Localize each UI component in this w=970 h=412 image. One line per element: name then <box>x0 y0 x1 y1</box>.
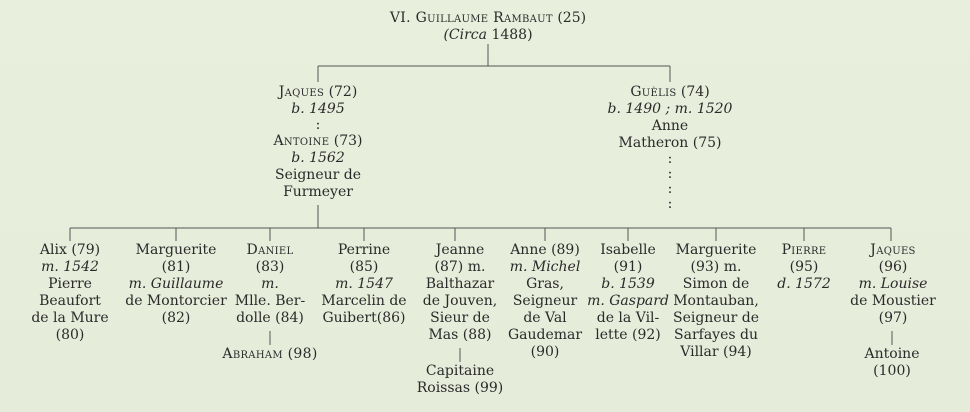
child-line: Jaques <box>870 242 916 258</box>
root-name: VI. Guillaume Rambaut <box>389 10 553 26</box>
child-line: de la Mure <box>31 310 109 326</box>
child-line: Guibert(86) <box>322 310 406 326</box>
lineage-dots: : <box>667 151 673 167</box>
child-line: (93) m. <box>690 259 742 275</box>
child-line: Seigneur <box>512 293 578 309</box>
descendant-line: Abraham (98) <box>222 346 318 362</box>
descendant-capitaine-roissas-99 <box>400 363 520 397</box>
child-line: Marcelin de <box>321 293 407 309</box>
child-line: Daniel <box>246 242 294 258</box>
child-line: Simon de <box>682 276 750 292</box>
child-jeanne-87 <box>410 242 510 344</box>
child-line: de la Vil- <box>596 310 660 326</box>
child-jaques-96 <box>840 242 946 327</box>
person-guelis-74 <box>570 84 770 212</box>
person-title: Furmeyer <box>283 184 353 200</box>
person-name: Guèlis <box>630 84 677 100</box>
descendant-line: Antoine <box>864 346 920 362</box>
lineage-dots: : <box>667 166 673 182</box>
child-pierre-95 <box>764 242 844 293</box>
person-number: (73) <box>333 133 363 149</box>
child-line: m. <box>261 276 279 292</box>
child-line: Isabelle <box>600 242 656 258</box>
spouse-name: Matheron (75) <box>618 135 722 151</box>
root-date-prefix: (Circa <box>443 27 487 43</box>
child-isabelle-91 <box>580 242 676 344</box>
descendant-line: Roissas (99) <box>416 380 504 396</box>
child-line: Mlle. Ber- <box>234 293 306 309</box>
child-line: d. 1572 <box>777 276 831 292</box>
lineage-dots: : <box>667 181 673 197</box>
child-line: m. 1547 <box>335 276 393 292</box>
child-line: (90) <box>530 344 560 360</box>
child-line: (83) <box>255 259 285 275</box>
descendant-abraham-98 <box>210 346 330 363</box>
child-anne-89 <box>500 242 590 361</box>
child-line: m. Louise <box>858 276 928 292</box>
lineage-dots: : <box>667 196 673 212</box>
person-number: (74) <box>680 84 710 100</box>
child-line: (95) <box>789 259 819 275</box>
child-alix-79 <box>20 242 120 344</box>
child-line: Anne (89) <box>510 242 580 258</box>
person-title: Seigneur de <box>274 167 362 183</box>
child-marguerite-81 <box>118 242 234 327</box>
child-line: de Jouven, <box>422 293 498 309</box>
child-line: Pierre <box>781 242 827 258</box>
child-line: Perrine <box>337 242 391 258</box>
child-line: Balthazar <box>425 276 495 292</box>
child-line: de Moustier <box>850 293 936 309</box>
lineage-dots: : <box>315 117 321 133</box>
descendant-line: Capitaine <box>425 363 495 379</box>
child-line: Pierre <box>48 276 92 292</box>
root-number: (25) <box>557 10 587 26</box>
child-line: (85) <box>349 259 379 275</box>
child-perrine-85 <box>316 242 412 327</box>
child-line: Alix (79) <box>39 242 101 258</box>
child-line: Montauban, <box>673 293 759 309</box>
child-line: Marguerite <box>675 242 757 258</box>
child-line: m. Michel <box>509 259 581 275</box>
person-birth: b. 1562 <box>291 150 345 166</box>
child-line: dolle (84) <box>236 310 304 326</box>
child-line: Marguerite <box>135 242 217 258</box>
child-line: m. Guillaume <box>128 276 224 292</box>
child-line: de Montorcier <box>125 293 227 309</box>
person-name: Jaques <box>278 84 325 100</box>
spouse-name: Anne <box>651 118 689 134</box>
child-daniel-83 <box>222 242 318 327</box>
person-jaques-72 <box>218 84 418 201</box>
child-line: Jeanne <box>435 242 485 258</box>
child-line: (82) <box>161 310 191 326</box>
child-line: (96) <box>878 259 908 275</box>
child-line: (81) <box>161 259 191 275</box>
child-line: Sarfayes du <box>674 327 758 343</box>
child-line: Villar (94) <box>680 344 752 360</box>
child-line: Sieur de <box>430 310 490 326</box>
descendant-antoine-100 <box>842 346 942 380</box>
child-line: Gaudemar <box>507 327 583 343</box>
child-line: (91) <box>613 259 643 275</box>
child-line: lette (92) <box>595 327 661 343</box>
child-line: m. Gaspard <box>587 293 669 309</box>
child-line: de Val <box>523 310 567 326</box>
child-line: Beaufort <box>39 293 101 309</box>
person-name: Antoine <box>273 133 330 149</box>
child-line: Gras, <box>526 276 564 292</box>
child-marguerite-93 <box>664 242 768 361</box>
person-marriage: m. 1520 <box>674 101 733 117</box>
child-line: Mas (88) <box>428 327 492 343</box>
root-person <box>330 10 646 44</box>
child-line: (87) m. <box>434 259 486 275</box>
child-line: (97) <box>878 310 908 326</box>
person-birth: b. 1495 <box>291 101 345 117</box>
root-date-year: 1488) <box>491 27 533 43</box>
child-line: m. 1542 <box>41 259 99 275</box>
child-line: b. 1539 <box>601 276 655 292</box>
child-line: (80) <box>55 327 85 343</box>
person-birth: b. 1490 ; <box>607 101 671 117</box>
descendant-line: (100) <box>873 363 911 379</box>
person-number: (72) <box>328 84 358 100</box>
child-line: Seigneur de <box>672 310 760 326</box>
